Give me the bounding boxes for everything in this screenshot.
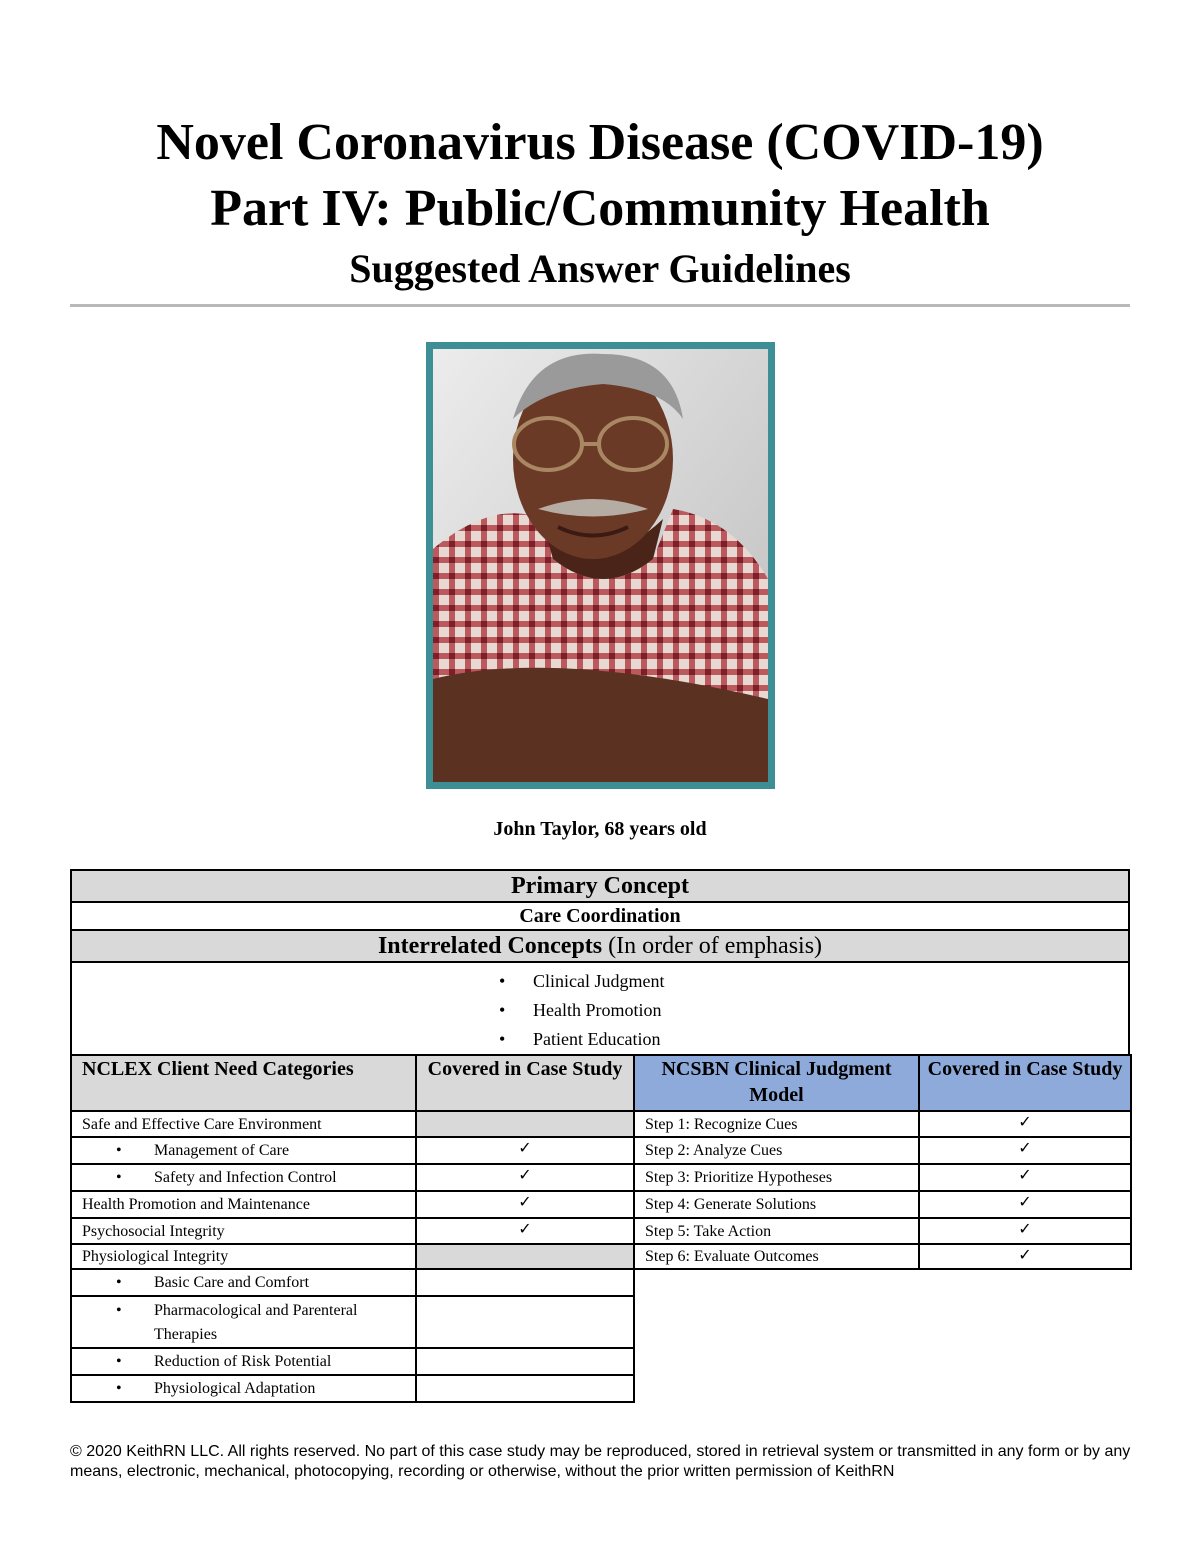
ncsbn-row-covered: ✓: [919, 1218, 1131, 1244]
ncsbn-row-covered: ✓: [919, 1164, 1131, 1191]
title-divider: [70, 304, 1130, 307]
ncsbn-row-covered: ✓: [919, 1244, 1131, 1269]
interrelated-concepts-list: [499, 967, 1200, 1054]
nclex-row-covered: [416, 1269, 634, 1296]
nclex-row-label: Psychosocial Integrity: [71, 1218, 416, 1244]
nclex-row-covered: ✓: [416, 1191, 634, 1218]
ncsbn-row-covered: ✓: [919, 1191, 1131, 1218]
ncsbn-row-label: Step 5: Take Action: [634, 1218, 919, 1244]
interrelated-header-bold: Interrelated Concepts: [377, 933, 603, 959]
copyright-footer: © 2020 KeithRN LLC. All rights reserved. No part of this case study may be reproduced, stored in retrieval system or transmitted in any form or by any means, electronic, mechanical, photocopying, recording or otherwise, without the prior written permission of KeithRN: [70, 1443, 1131, 1480]
nclex-covered-header: Covered in Case Study: [416, 1055, 634, 1111]
title-line-1: Novel Coronavirus Disease (COVID-19): [156, 114, 1044, 171]
nclex-row-covered: [416, 1296, 634, 1348]
nclex-row-covered: ✓: [416, 1164, 634, 1191]
nclex-row-covered: [416, 1348, 634, 1375]
nclex-row-covered: [416, 1375, 634, 1402]
nclex-row-label: • Basic Care and Comfort: [71, 1269, 416, 1296]
nclex-row-covered: ✓: [416, 1137, 634, 1164]
title-line-2: Part IV: Public/Community Health: [210, 180, 990, 237]
concept-table: [70, 869, 1130, 1056]
nclex-row-label: Physiological Integrity: [71, 1244, 416, 1269]
list-item: • Patient Education: [499, 1025, 1200, 1054]
document-title: [0, 110, 1200, 296]
ncsbn-row-label: Step 2: Analyze Cues: [634, 1137, 919, 1164]
patient-photo: [426, 342, 775, 789]
nclex-row-label: • Pharmacological and Parenteral Therapies: [71, 1296, 416, 1348]
nclex-row-label: Health Promotion and Maintenance: [71, 1191, 416, 1218]
patient-portrait-illustration: [433, 349, 768, 782]
ncsbn-row-covered: ✓: [919, 1137, 1131, 1164]
ncsbn-row-label: Step 6: Evaluate Outcomes: [634, 1244, 919, 1269]
nclex-row-covered: [416, 1111, 634, 1137]
ncsbn-row-label: Step 4: Generate Solutions: [634, 1191, 919, 1218]
list-item: • Clinical Judgment: [499, 967, 1200, 996]
primary-concept-header: Primary Concept: [71, 870, 1129, 902]
ncsbn-covered-header: Covered in Case Study: [919, 1055, 1131, 1111]
nclex-row-label: • Physiological Adaptation: [71, 1375, 416, 1402]
nclex-row-label: • Management of Care: [71, 1137, 416, 1164]
nclex-row-covered: ✓: [416, 1218, 634, 1244]
ncsbn-row-covered: ✓: [919, 1111, 1131, 1137]
interrelated-header-note: (In order of emphasis): [602, 933, 823, 959]
categories-table: [70, 1054, 1132, 1403]
nclex-row-covered: [416, 1244, 634, 1269]
title-line-3: Suggested Answer Guidelines: [349, 246, 851, 291]
interrelated-concepts-header: [71, 930, 1129, 962]
primary-concept-value: Care Coordination: [71, 902, 1129, 930]
ncsbn-header: NCSBN Clinical Judgment Model: [634, 1055, 919, 1111]
nclex-header: NCLEX Client Need Categories: [71, 1055, 416, 1111]
nclex-row-label: Safe and Effective Care Environment: [71, 1111, 416, 1137]
interrelated-concepts-list-cell: [71, 962, 1129, 1055]
list-item: • Health Promotion: [499, 996, 1200, 1025]
ncsbn-row-label: Step 1: Recognize Cues: [634, 1111, 919, 1137]
nclex-row-label: • Safety and Infection Control: [71, 1164, 416, 1191]
photo-caption: John Taylor, 68 years old: [493, 818, 707, 840]
ncsbn-row-label: Step 3: Prioritize Hypotheses: [634, 1164, 919, 1191]
nclex-row-label: • Reduction of Risk Potential: [71, 1348, 416, 1375]
